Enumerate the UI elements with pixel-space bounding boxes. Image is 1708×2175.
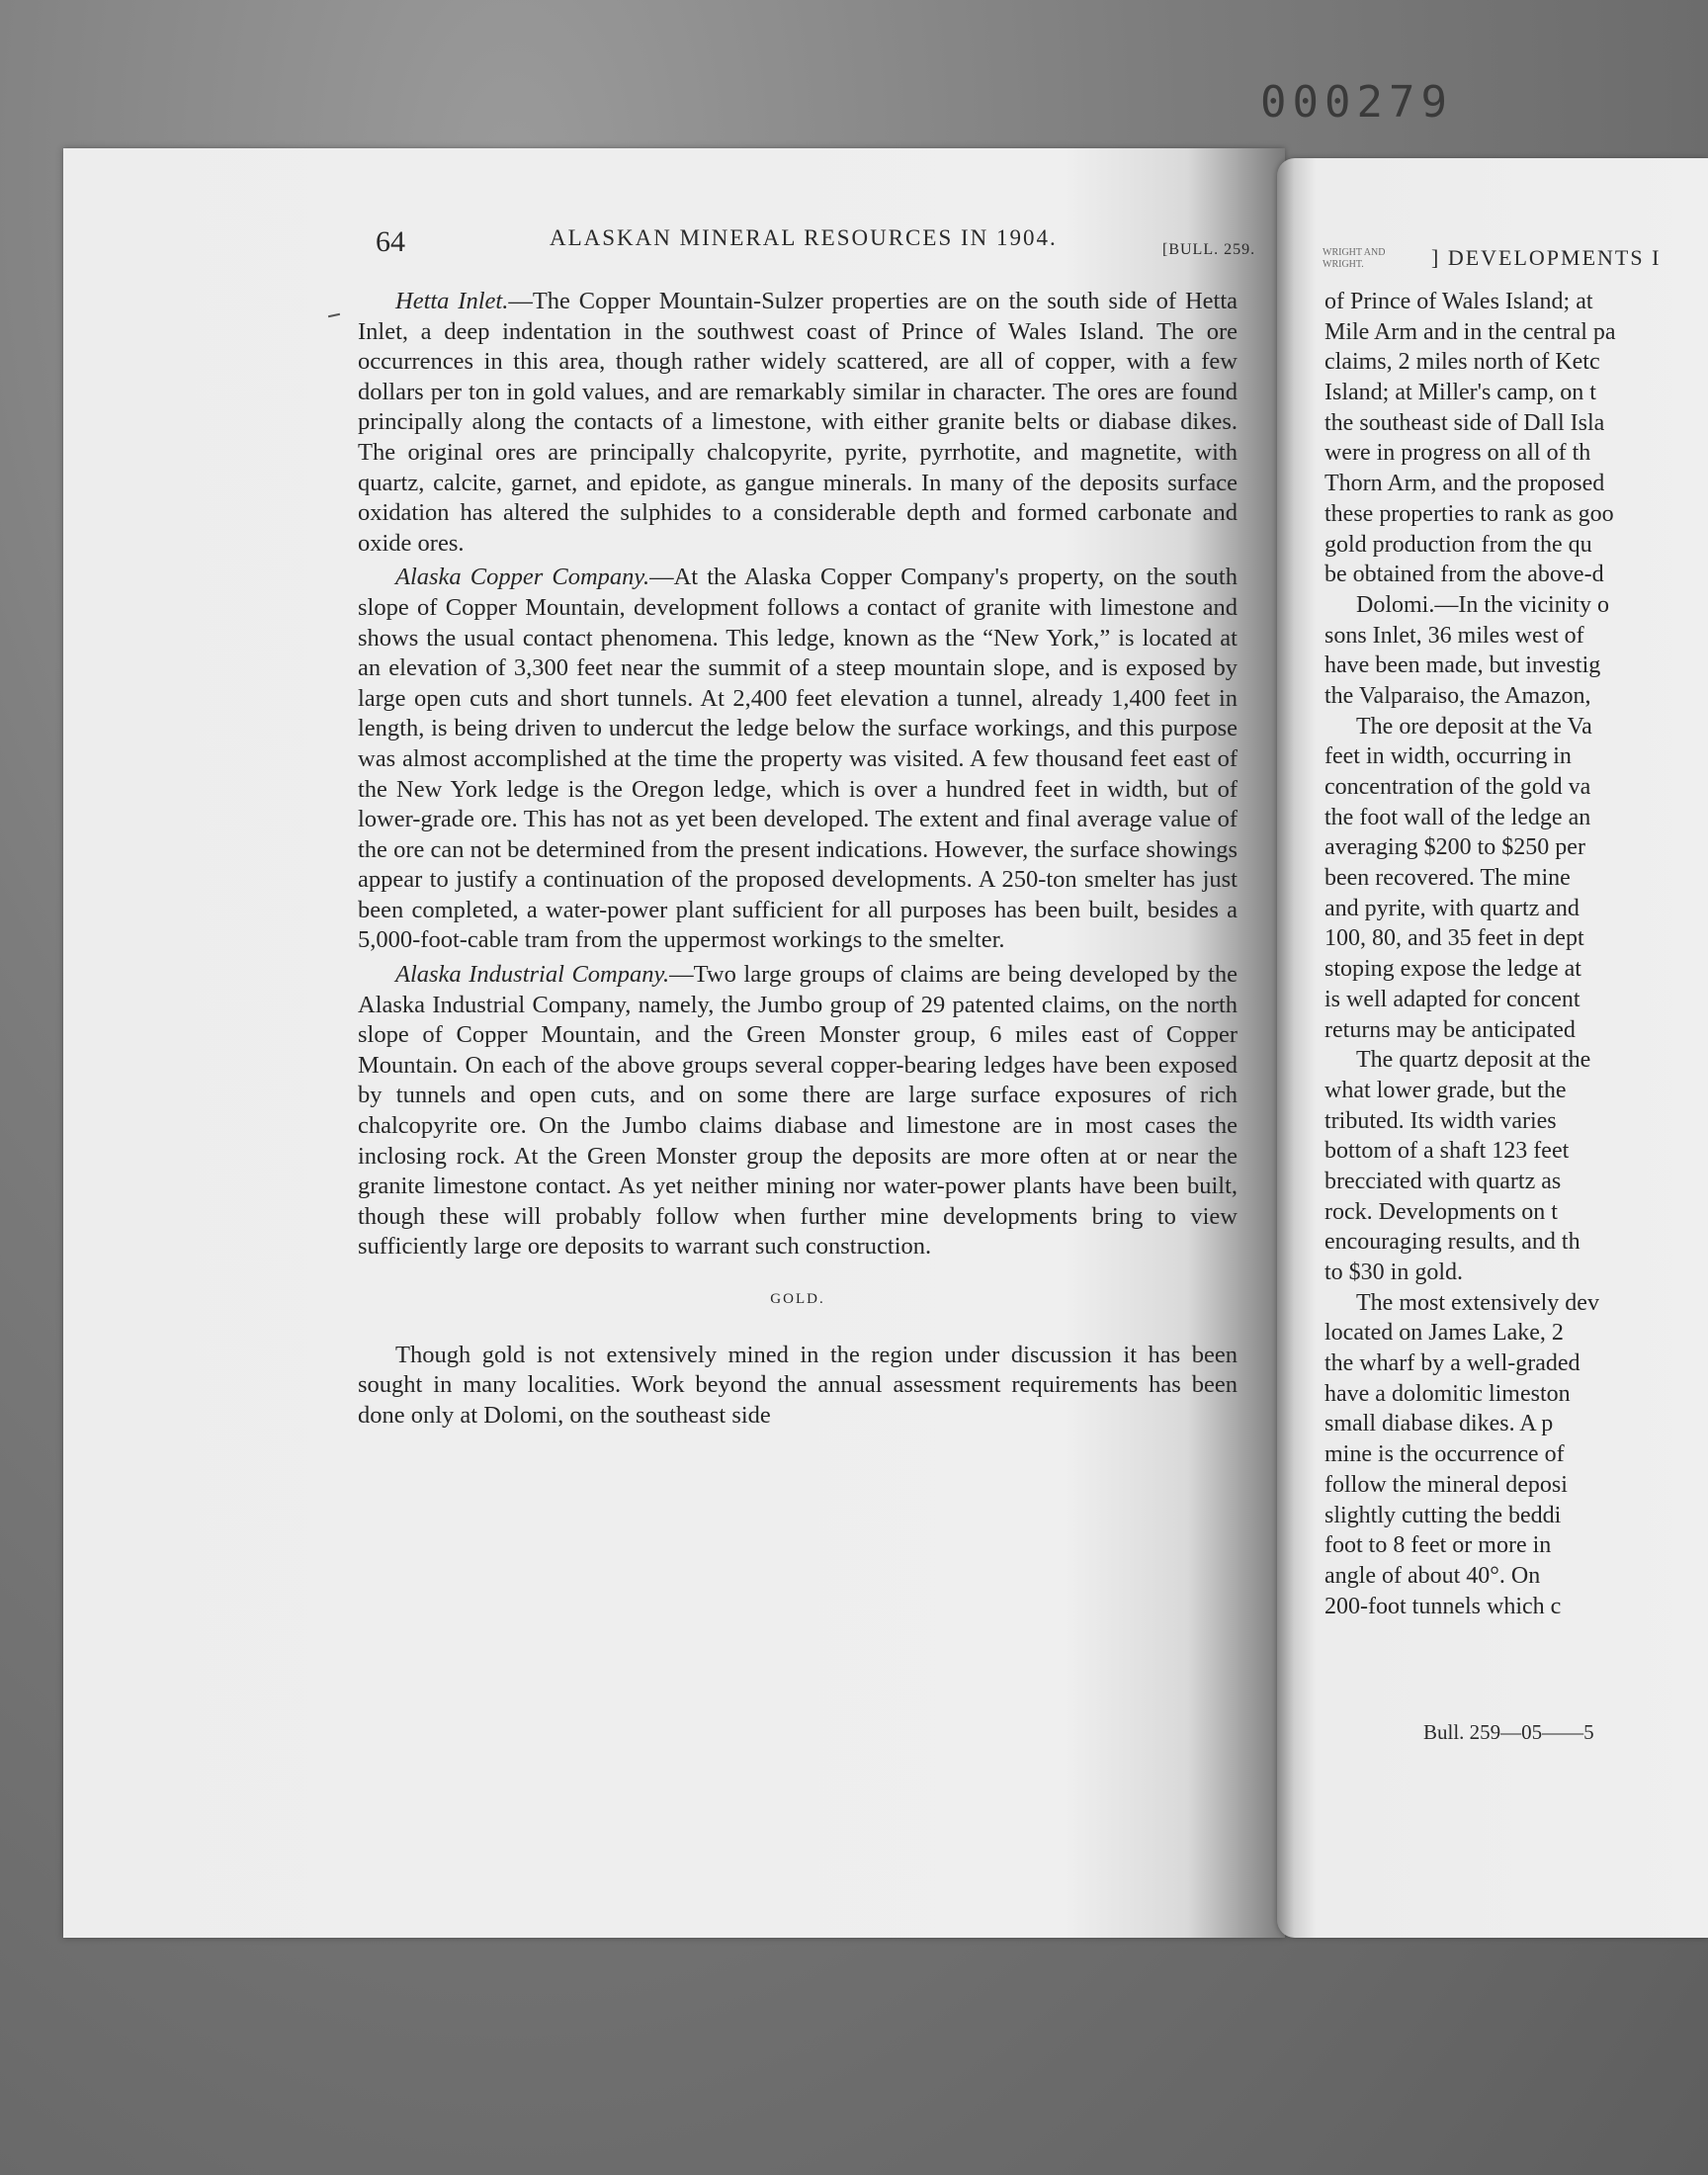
right-page-line: Mile Arm and in the central pa: [1324, 318, 1616, 345]
right-page-line: averaging $200 to $250 per: [1324, 834, 1585, 861]
paragraph-lead: Alaska Industrial Company.: [395, 961, 670, 989]
right-page-line: Dolomi.—In the vicinity o: [1356, 591, 1609, 618]
bulletin-signature: Bull. 259—05——5: [1423, 1720, 1594, 1744]
paragraph-hetta-inlet: [358, 287, 1238, 559]
right-page-line: returns may be anticipated: [1324, 1016, 1576, 1043]
right-page-line: small diabase dikes. A p: [1324, 1411, 1554, 1437]
right-page-line: the southeast side of Dall Isla: [1324, 409, 1605, 436]
right-page-line: The ore deposit at the Va: [1356, 713, 1592, 740]
right-page-line: tributed. Its width varies: [1324, 1107, 1557, 1134]
right-page-line: Island; at Miller's camp, on t: [1324, 380, 1596, 406]
paragraph-text: —At the Alaska Copper Company's property, on the south slope of Copper Mountain, development follows a contact of granite with limestone and shows the usual contact phenomena. This ledge, known as the “New York,” is located at an elevation of 3,300 feet near the summit of a steep mountain slope, and is exposed by large open cuts and short tunnels. At 2,400 feet elevation a tunnel, already 1,400 feet in length, is being driven to undercut the ledge below the surface workings, and this purpose was almost accomplished at the time the property was visited. A few thousand feet east of the New York ledge is the Oregon ledge, which is over a hundred feet in width, but of lower-grade ore. This has not as yet been developed. The extent and final average value of the ore can not be determined from the present indications. However, the surface showings appear to justify a continuation of the proposed developments. A 250-ton smelter has just been completed, a water-power plant sufficient for all purposes has been built, besides a 5,000-foot-cable tram from the uppermost workings to the smelter.: [358, 564, 1238, 954]
right-page-line: rock. Developments on t: [1324, 1198, 1558, 1225]
right-page-line: and pyrite, with quartz and: [1324, 895, 1580, 921]
paragraph-gold: Though gold is not extensively mined in the region under discussion it has been sought in many localities. Work beyond the annual assessment requirements has been done only at Dolomi, on the southeast side: [358, 1341, 1238, 1429]
right-page-line: the Valparaiso, the Amazon,: [1324, 682, 1591, 709]
page-number: 64: [376, 225, 405, 258]
right-page-line: foot to 8 feet or more in: [1324, 1532, 1552, 1559]
right-page-line: located on James Lake, 2: [1324, 1320, 1564, 1347]
right-page-line: mine is the occurrence of: [1324, 1441, 1565, 1468]
paragraph-lead: Alaska Copper Company.: [395, 564, 650, 591]
right-page-line: brecciated with quartz as: [1324, 1168, 1562, 1194]
right-page-line: to $30 in gold.: [1324, 1260, 1464, 1285]
paragraph-lead: Hetta Inlet.: [395, 288, 509, 314]
author-line-2: WRIGHT.: [1323, 259, 1364, 270]
right-page-line: what lower grade, but the: [1324, 1077, 1567, 1103]
right-page-line: have a dolomitic limeston: [1324, 1380, 1571, 1407]
paragraph-alaska-industrial-company: [358, 960, 1238, 1262]
right-running-head-authors: [1323, 247, 1385, 271]
right-page-line: Thorn Arm, and the proposed: [1324, 471, 1605, 497]
right-page-line: been recovered. The mine: [1324, 865, 1571, 892]
right-page-line: were in progress on all of th: [1324, 440, 1591, 467]
right-page-line: have been made, but investig: [1324, 652, 1601, 679]
right-page-line: the wharf by a well-graded: [1324, 1350, 1580, 1377]
right-page-line: concentration of the gold va: [1324, 774, 1591, 800]
author-line-1: WRIGHT AND: [1323, 247, 1386, 258]
right-page-line: be obtained from the above-d: [1324, 562, 1604, 588]
paragraph-text: —Two large groups of claims are being developed by the Alaska Industrial Company, namely, the Jumbo group of 29 patented claims, on the north slope of Copper Mountain, and the Green Monster group, 6 miles east of Copper Mountain. On each of the above groups several copper-bearing ledges have been exposed by tunnels and open cuts, and on some there are large surface exposures of rich chalcopyrite ore. On the Jumbo claims diabase and limestone are in most cases the inclosing rock. At the Green Monster group the deposits are more often at or near the granite limestone contact. As yet neither mining nor water-power plants have been built, though these will probably follow when further mine developments bring to view sufficiently large ore deposits to warrant such construction.: [358, 961, 1238, 1261]
right-page-line: slightly cutting the beddi: [1324, 1502, 1562, 1528]
document-stamp-number: 000279: [1260, 77, 1453, 128]
right-page-line: The quartz deposit at the: [1356, 1047, 1591, 1074]
right-page-line: 200-foot tunnels which c: [1324, 1593, 1562, 1619]
running-head-title: ALASKAN MINERAL RESOURCES IN 1904.: [550, 225, 1058, 250]
right-page-body: [1324, 287, 1708, 1621]
right-page-line: gold production from the qu: [1324, 531, 1592, 558]
right-page-line: sons Inlet, 36 miles west of: [1324, 622, 1584, 649]
right-page-line: encouraging results, and th: [1324, 1229, 1580, 1256]
right-page-line: claims, 2 miles north of Ketc: [1324, 349, 1600, 376]
paragraph-text: —The Copper Mountain-Sulzer properties are on the south side of Hetta Inlet, a deep indentation in the southwest coast of Prince of Wales Island. The ore occurrences in this area, though rather widely scattered, are all of copper, with a few dollars per ton in gold values, and are remarkably similar in character. The ores are found principally along the contacts of a limestone, with either granite belts or diabase dikes. The original ores are principally chalcopyrite, pyrite, pyrrhotite, and magnetite, with quartz, calcite, garnet, and epidote, as gangue minerals. In many of the deposits surface oxidation has altered the sulphides to a considerable depth and formed carbonate and oxide ores.: [358, 288, 1238, 557]
right-page-line: 100, 80, and 35 feet in dept: [1324, 925, 1584, 952]
right-running-head-title: ] DEVELOPMENTS I: [1431, 245, 1662, 270]
right-page-line: is well adapted for concent: [1324, 986, 1580, 1012]
right-page-line: follow the mineral deposi: [1324, 1471, 1568, 1498]
bulletin-reference: [BULL. 259.: [1162, 241, 1256, 258]
section-heading-gold: GOLD.: [770, 1291, 825, 1307]
paragraph-alaska-copper-company: [358, 563, 1238, 956]
right-page-line: of Prince of Wales Island; at: [1324, 289, 1593, 314]
right-page-line: feet in width, occurring in: [1324, 743, 1572, 770]
right-page-line: angle of about 40°. On: [1324, 1562, 1541, 1589]
right-page-line: bottom of a shaft 123 feet: [1324, 1138, 1570, 1165]
right-page-line: The most extensively dev: [1356, 1289, 1599, 1316]
right-page-line: these properties to rank as goo: [1324, 500, 1614, 527]
right-page-line: stoping expose the ledge at: [1324, 956, 1581, 983]
left-page-body: [358, 287, 1238, 1431]
right-page-line: the foot wall of the ledge an: [1324, 804, 1591, 830]
